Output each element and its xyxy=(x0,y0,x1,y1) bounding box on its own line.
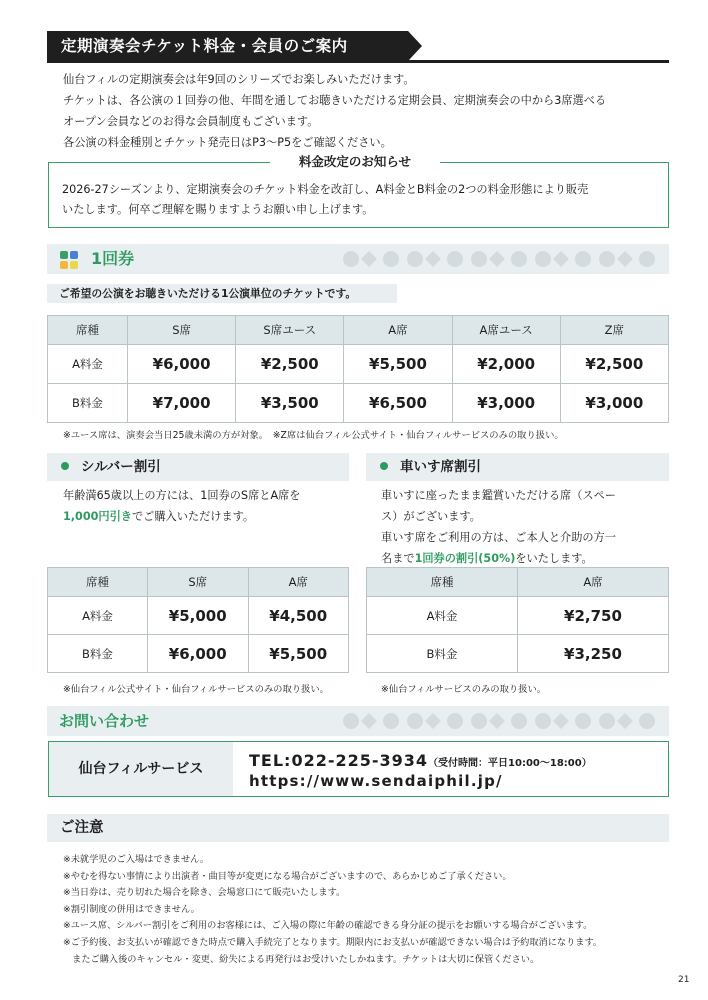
single-ticket-lead: ご希望の公演をお聴きいただける1公演単位のチケットです。 xyxy=(47,284,397,303)
column-header: Z席 xyxy=(560,316,668,345)
row-label: B料金 xyxy=(367,635,518,673)
price-cell: ¥5,500 xyxy=(248,635,349,673)
row-label: B料金 xyxy=(48,635,148,673)
wheelchair-discount-title: 車いす席割引 xyxy=(400,459,481,475)
page-number: 21 xyxy=(678,975,690,985)
intro-text xyxy=(63,69,673,153)
silver-discount-header xyxy=(47,453,349,481)
wheelchair-discount-table xyxy=(366,567,669,673)
title-arrow-decoration xyxy=(408,31,422,61)
row-label: A料金 xyxy=(48,345,128,384)
caution-item: ※ご予約後、お支払いが確認できた時点で購入手続完了となります。期限内にお支払いが確認できない場合は予約取消になります。 xyxy=(63,936,603,948)
column-header: 席種 xyxy=(367,568,518,597)
caution-item: ※やむを得ない事情により出演者・曲目等が変更になる場合がございますので、あらかじめご了承ください。 xyxy=(63,870,512,882)
silver-footnote: ※仙台フィル公式サイト・仙台フィルサービスのみの取り扱い。 xyxy=(63,684,329,695)
single-ticket-title: 1回券 xyxy=(91,249,135,268)
price-cell: ¥7,000 xyxy=(128,384,236,423)
silver-line: でご購入いただけます。 xyxy=(131,510,255,523)
column-header: S席ユース xyxy=(236,316,344,345)
wheelchair-discount-header xyxy=(366,453,669,481)
contact-tel-line xyxy=(249,751,592,770)
price-cell: ¥2,000 xyxy=(452,345,560,384)
contact-hours: （受付時間：平日10:00～18:00） xyxy=(428,758,592,769)
price-cell: ¥6,000 xyxy=(128,345,236,384)
contact-band xyxy=(47,706,669,736)
row-label: A料金 xyxy=(48,597,148,635)
silver-line: 年齢満65歳以上の方には、1回券のS席とA席を xyxy=(63,489,301,502)
price-cell: ¥3,500 xyxy=(236,384,344,423)
band-pattern-decoration xyxy=(339,706,669,736)
silver-highlight: 1,000円引き xyxy=(63,510,132,523)
wheelchair-line: ス）がございます。 xyxy=(381,510,481,523)
caution-item: ※ユース席、シルバー割引をご利用のお客様には、ご入場の際に年齢の確認できる身分証の提示をお願いする場合がございます。 xyxy=(63,920,593,932)
price-cell: ¥2,750 xyxy=(518,597,669,635)
intro-line: 各公演の料金種別とチケット発売日はP3～P5をご確認ください。 xyxy=(63,136,392,149)
price-cell: ¥3,250 xyxy=(518,635,669,673)
single-ticket-band xyxy=(47,244,669,274)
intro-line: チケットは、各公演の１回券の他、年間を通してお聴きいただける定期会員、定期演奏会の中から3席選べる xyxy=(63,94,607,107)
single-ticket-footnote: ※ユース席は、演奏会当日25歳未満の方が対象。 ※Z席は仙台フィル公式サイト・仙台フィルサービスのみの取り扱い。 xyxy=(63,430,564,441)
notice-line: 2026-27シーズンより、定期演奏会のチケット料金を改訂し、A料金とB料金の2つの料金形態により販売 xyxy=(62,183,589,196)
caution-item: ※当日券は、売り切れた場合を除き、会場窓口にて販売いたします。 xyxy=(63,887,346,899)
notice-text xyxy=(62,180,660,220)
caution-item: またご購入後のキャンセル・変更、紛失による再発行はお受けいたしかねます。チケットは大切に保管ください。 xyxy=(63,953,540,965)
column-header: A席 xyxy=(518,568,669,597)
table-row xyxy=(367,597,669,635)
silver-discount-title: シルバー割引 xyxy=(81,459,161,475)
row-label: A料金 xyxy=(367,597,518,635)
column-header: A席 xyxy=(344,316,452,345)
page-title: 定期演奏会チケット料金・会員のご案内 xyxy=(47,31,408,62)
contact-name: 仙台フィルサービス xyxy=(49,742,233,796)
wheelchair-discount-text xyxy=(381,485,671,569)
contact-tel: TEL:022-225-3934 xyxy=(249,751,429,770)
wheelchair-line: 車いす席をご利用の方は、ご本人と介助の方一 xyxy=(381,531,616,544)
price-cell: ¥3,000 xyxy=(560,384,668,423)
single-ticket-table xyxy=(47,315,669,423)
wheelchair-highlight: 1回券の割引(50%) xyxy=(414,552,516,565)
band-pattern-decoration xyxy=(339,244,669,274)
column-header: A席 xyxy=(248,568,349,597)
caution-item: ※未就学児のご入場はできません。 xyxy=(63,854,210,865)
wheelchair-line: をいたします。 xyxy=(515,552,593,565)
price-cell: ¥3,000 xyxy=(452,384,560,423)
price-cell: ¥6,000 xyxy=(148,635,249,673)
silver-discount-text xyxy=(63,485,353,527)
price-cell: ¥6,500 xyxy=(344,384,452,423)
table-row xyxy=(367,635,669,673)
price-cell: ¥5,500 xyxy=(344,345,452,384)
table-row xyxy=(48,345,669,384)
notice-line: いたします。何卒ご理解を賜りますようお願い申し上げます。 xyxy=(62,203,374,216)
column-header: A席ユース xyxy=(452,316,560,345)
price-cell: ¥2,500 xyxy=(236,345,344,384)
wheelchair-line: 名まで xyxy=(381,552,415,565)
caution-title: ご注意 xyxy=(47,814,669,842)
price-cell: ¥5,000 xyxy=(148,597,249,635)
table-row xyxy=(48,597,349,635)
intro-line: 仙台フィルの定期演奏会は年9回のシリーズでお楽しみいただけます。 xyxy=(63,73,415,86)
intro-line: オープン会員などのお得な会員制度もございます。 xyxy=(63,115,319,128)
contact-title: お問い合わせ xyxy=(59,712,150,730)
column-header: 席種 xyxy=(48,568,148,597)
wheelchair-footnote: ※仙台フィルサービスのみの取り扱い。 xyxy=(381,684,547,695)
caution-item: ※割引制度の併用はできません。 xyxy=(63,903,200,915)
price-cell: ¥4,500 xyxy=(248,597,349,635)
notice-title: 料金改定のお知らせ xyxy=(270,153,440,171)
caution-list xyxy=(63,852,683,968)
column-header: 席種 xyxy=(48,316,128,345)
wheelchair-line: 車いすに座ったまま鑑賞いただける席（スペー xyxy=(381,489,616,502)
bullet-dot-icon xyxy=(380,462,388,470)
bullet-dot-icon xyxy=(61,462,69,470)
table-row xyxy=(48,635,349,673)
contact-url-link[interactable]: https://www.sendaiphil.jp/ xyxy=(249,772,503,790)
column-header: S席 xyxy=(148,568,249,597)
price-cell: ¥2,500 xyxy=(560,345,668,384)
silver-discount-table xyxy=(47,567,349,673)
column-header: S席 xyxy=(128,316,236,345)
title-underline xyxy=(47,60,669,63)
ticket-logo-icon xyxy=(59,250,79,270)
row-label: B料金 xyxy=(48,384,128,423)
table-row xyxy=(48,384,669,423)
